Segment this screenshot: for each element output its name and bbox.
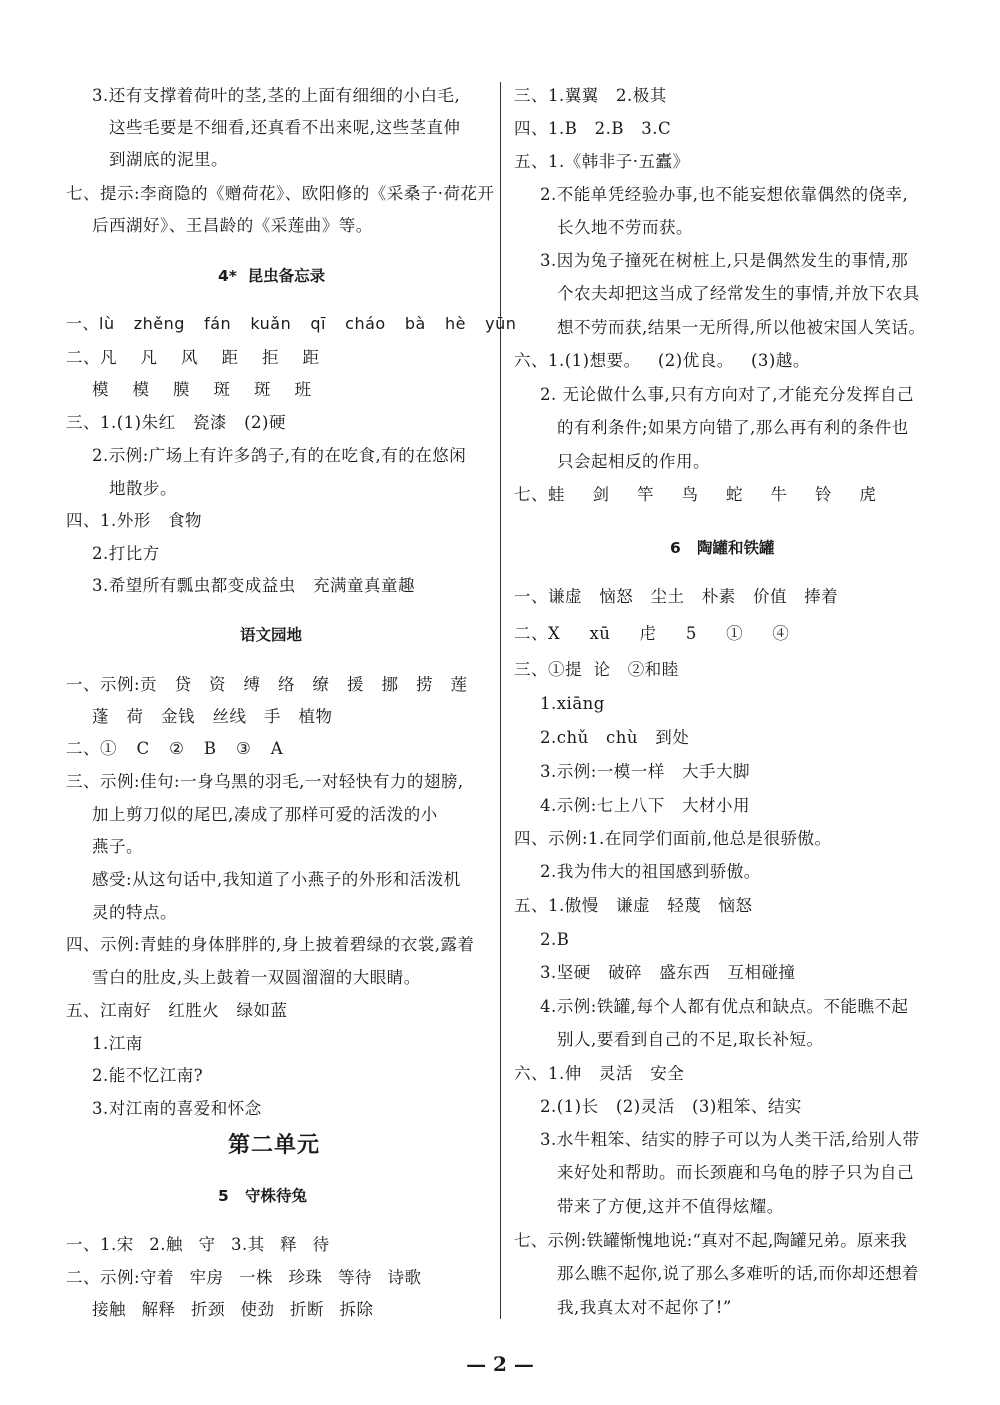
answer-line: 四、1.B 2.B 3.C: [514, 119, 672, 138]
answer-line: 想不劳而获,结果一无所得,所以他被宋国人笑话。: [557, 318, 926, 337]
answer-line: 这些毛要是不细看,还真看不出来呢,这些茎直伸: [109, 118, 461, 137]
answer-line: 3.希望所有瓢虫都变成益虫 充满童真童趣: [92, 576, 415, 595]
section-heading: 6 陶罐和铁罐: [670, 539, 775, 557]
answer-line: 3.示例:一模一样 大手大脚: [540, 762, 751, 781]
answer-line: 感受:从这句话中,我知道了小燕子的外形和活泼机: [92, 870, 461, 889]
answer-line: 3.水牛粗笨、结实的脖子可以为人类干活,给别人带: [540, 1130, 920, 1149]
answer-line: 后西湖好》、王昌龄的《采莲曲》等。: [92, 216, 373, 235]
answer-line: 七、提示:李商隐的《赠荷花》、欧阳修的《采桑子·荷花开: [66, 184, 495, 203]
page-number: — 2 —: [466, 1352, 534, 1376]
answer-line: 三、①提 论 ②和睦: [514, 660, 679, 679]
answer-line: 二、① C ② B ③ A: [66, 739, 284, 758]
answer-line: 个农夫却把这当成了经常发生的事情,并放下农具: [557, 284, 920, 303]
section-heading: 5 守株待兔: [218, 1187, 307, 1205]
answer-line: 2.chǔ chù 到处: [540, 728, 690, 747]
answer-line: 1.xiāng: [540, 694, 605, 713]
answer-line: 4.示例:七上八下 大材小用: [540, 796, 751, 815]
answer-line: 四、示例:青蛙的身体胖胖的,身上披着碧绿的衣裳,露着: [66, 935, 475, 954]
answer-line: 一、示例:贡 贷 资 缚 络 缭 援 挪 捞 莲: [66, 675, 468, 694]
answer-line: 3.坚硬 破碎 盛东西 互相碰撞: [540, 963, 796, 982]
answer-line: 2.(1)长 (2)灵活 (3)粗笨、结实: [540, 1097, 802, 1116]
answer-line: 只会起相反的作用。: [557, 452, 710, 471]
answer-line: 接触 解释 折颈 使劲 折断 拆除: [92, 1300, 374, 1319]
answer-line: 五、1.《韩非子·五蠹》: [514, 152, 690, 171]
answer-line: 长久地不劳而获。: [557, 218, 693, 237]
answer-line: 的有利条件;如果方向错了,那么再有利的条件也: [557, 418, 909, 437]
answer-line: 二、凡 凡 风 距 拒 距: [66, 348, 320, 367]
answer-line: 加上剪刀似的尾巴,凑成了那样可爱的活泼的小: [92, 805, 438, 824]
answer-line: 三、1.翼翼 2.极其: [514, 86, 667, 105]
answer-line: 七、蛙 剑 竿 鸟 蛇 牛 铃 虎: [514, 485, 877, 504]
answer-line: 带来了方便,这并不值得炫耀。: [557, 1197, 784, 1216]
answer-line: 2.打比方: [92, 544, 160, 563]
answer-line: 六、1.(1)想要。 (2)优良。 (3)越。: [514, 351, 810, 370]
answer-line: 三、示例:佳句:一身乌黑的羽毛,一对轻快有力的翅膀,: [66, 772, 464, 791]
section-heading: 4* 昆虫备忘录: [218, 267, 326, 285]
answer-line: 五、江南好 红胜火 绿如蓝: [66, 1001, 288, 1020]
unit-title: 第二单元: [228, 1133, 321, 1158]
answer-line: 3.还有支撑着荷叶的茎,茎的上面有细细的小白毛,: [92, 86, 461, 105]
answer-line: 2. 无论做什么事,只有方向对了,才能充分发挥自己: [540, 385, 914, 404]
answer-line: 七、示例:铁罐惭愧地说:“真对不起,陶罐兄弟。原来我: [514, 1231, 907, 1250]
answer-line: 2.不能单凭经验办事,也不能妄想依靠偶然的侥幸,: [540, 185, 909, 204]
answer-line: 2.我为伟大的祖国感到骄傲。: [540, 862, 761, 881]
answer-line: 1.江南: [92, 1034, 143, 1053]
answer-line: 模 模 膜 斑 斑 班: [92, 380, 312, 399]
answer-line: 2.B: [540, 930, 570, 949]
answer-line: 四、1.外形 食物: [66, 511, 202, 530]
answer-line: 地散步。: [109, 479, 177, 498]
answer-line: 2.能不忆江南?: [92, 1066, 204, 1085]
answer-line: 六、1.伸 灵活 安全: [514, 1064, 685, 1083]
answer-line: 3.因为兔子撞死在树桩上,只是偶然发生的事情,那: [540, 251, 909, 270]
answer-line: 燕子。: [92, 837, 143, 856]
answer-line: 一、lù zhěng fán kuǎn qī cháo bà hè yūn: [66, 314, 517, 333]
answer-line: 一、谦虚 恼怒 尘土 朴素 价值 捧着: [514, 587, 839, 606]
answer-line: 别人,要看到自己的不足,取长补短。: [557, 1030, 824, 1049]
answer-line: 灵的特点。: [92, 903, 177, 922]
answer-line: 蓬 荷 金钱 丝线 手 植物: [92, 707, 333, 726]
column-divider: [500, 82, 501, 1319]
answer-line: 那么瞧不起你,说了那么多难听的话,而你却还想着: [557, 1264, 919, 1283]
answer-line: 我,我真太对不起你了!”: [557, 1298, 732, 1317]
section-heading: 语文园地: [240, 626, 303, 644]
answer-line: 四、示例:1.在同学们面前,他总是很骄傲。: [514, 829, 832, 848]
answer-line: 二、示例:守着 牢房 一株 珍珠 等待 诗歌: [66, 1268, 422, 1287]
answer-line: 一、1.宋 2.触 守 3.其 释 待: [66, 1235, 330, 1254]
answer-line: 三、1.(1)朱红 瓷漆 (2)硬: [66, 413, 286, 432]
answer-line: 雪白的肚皮,头上鼓着一双圆溜溜的大眼睛。: [92, 968, 421, 987]
answer-line: 4.示例:铁罐,每个人都有优点和缺点。不能瞧不起: [540, 997, 909, 1016]
answer-line: 2.示例:广场上有许多鸽子,有的在吃食,有的在悠闲: [92, 446, 467, 465]
answer-line: 来好处和帮助。而长颈鹿和乌龟的脖子只为自己: [557, 1163, 914, 1182]
answer-line: 3.对江南的喜爱和怀念: [92, 1099, 262, 1118]
answer-line: 到湖底的泥里。: [109, 150, 228, 169]
answer-line: 五、1.傲慢 谦虚 轻蔑 恼怒: [514, 896, 753, 915]
answer-line: 二、X xū 虍 5 ① ④: [514, 624, 790, 643]
